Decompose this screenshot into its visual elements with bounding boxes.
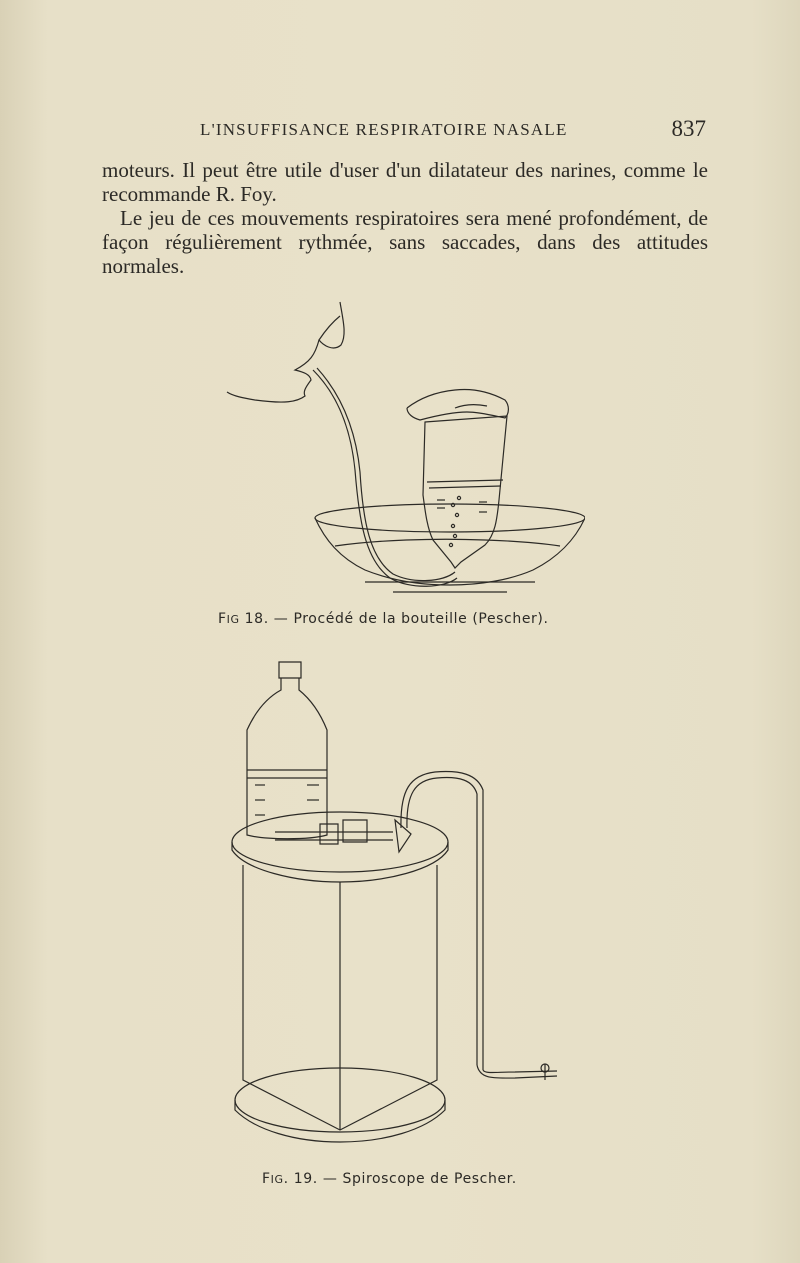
- body-text: [102, 158, 708, 278]
- figure-18-caption: [218, 611, 549, 627]
- figure-19-illustration: [215, 660, 585, 1160]
- caption-prefix: F: [218, 611, 227, 627]
- caption-text: . 19. — Spiroscope de Pescher.: [283, 1171, 517, 1187]
- running-title: L'INSUFFISANCE RESPIRATOIRE NASALE: [200, 120, 568, 139]
- page-header: [200, 118, 710, 148]
- caption-prefix: F: [262, 1171, 271, 1187]
- paragraph: Le jeu de ces mouvements respiratoires sera mené profondément, de façon régulièrement rythmée, sans saccades, dans des attitudes normales.: [102, 206, 708, 278]
- figure-18-illustration: [215, 300, 585, 605]
- caption-prefix-small: IG: [226, 613, 240, 626]
- caption-text: 18. — Procédé de la bouteille (Pescher).: [239, 611, 549, 627]
- page-number: 837: [671, 116, 706, 141]
- paragraph: moteurs. Il peut être utile d'user d'un dilatateur des narines, comme le recommande R. Foy.: [102, 158, 708, 206]
- figure-19-caption: [262, 1171, 517, 1187]
- caption-prefix-small: IG: [270, 1173, 284, 1186]
